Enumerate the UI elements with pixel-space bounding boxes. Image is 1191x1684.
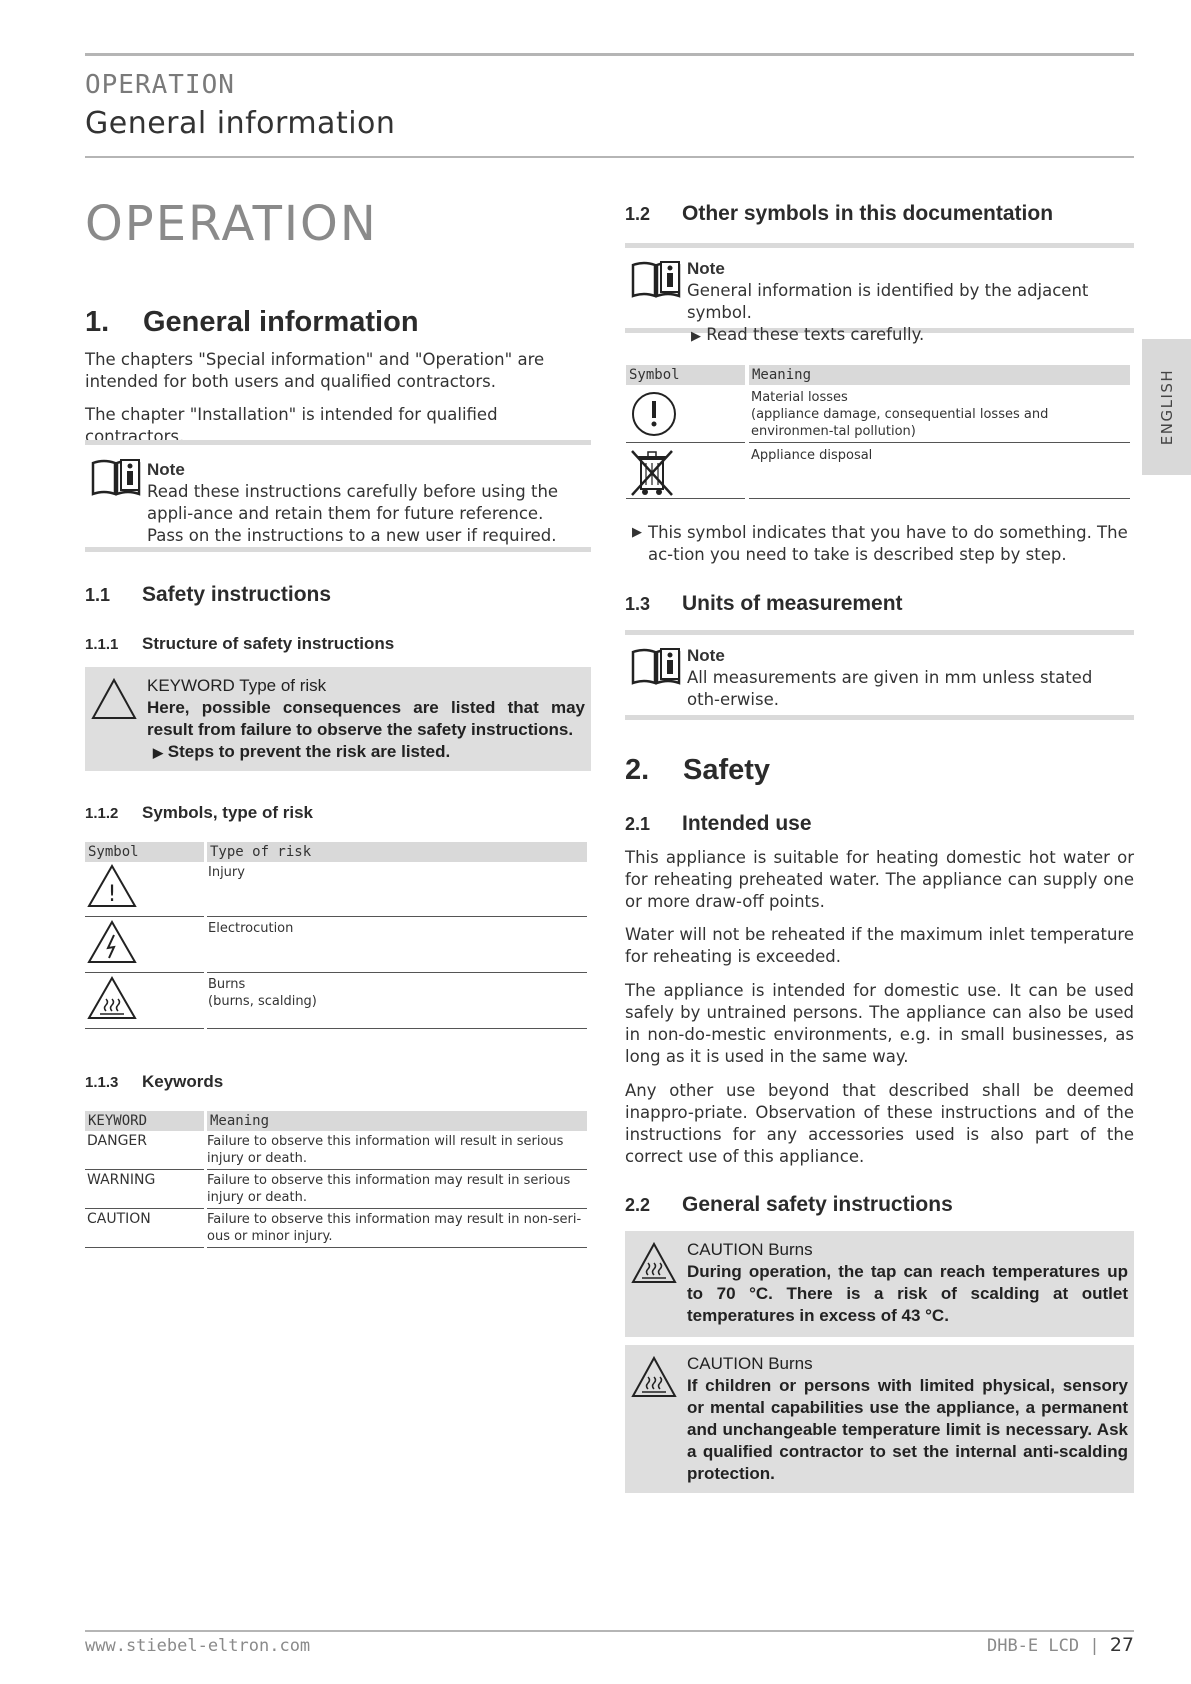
table-divider bbox=[85, 1169, 204, 1170]
warn-text: Here, possible consequences are listed that may result from failure to observe the safety instructions. bbox=[147, 698, 585, 739]
section-2-2-heading: 2.2 General safety instructions bbox=[625, 1193, 953, 1216]
warning-icon bbox=[86, 863, 138, 909]
page-number: 27 bbox=[1109, 1634, 1134, 1656]
risk-row-2-text: Electrocution bbox=[208, 921, 294, 936]
header-bottom-rule bbox=[85, 156, 1134, 158]
footer-url[interactable]: www.stiebel-eltron.com bbox=[85, 1636, 311, 1656]
svg-text:!: ! bbox=[107, 882, 117, 907]
sym-table-header-meaning: Meaning bbox=[749, 365, 1130, 385]
note-step: ▶ Read these texts carefully. bbox=[691, 325, 925, 344]
note-box-2 bbox=[625, 243, 1134, 344]
kw-row-1-meaning: Failure to observe this information will result in serious injury or death. bbox=[207, 1134, 564, 1166]
risk-row-3-text: Burns (burns, scalding) bbox=[208, 977, 317, 1009]
table-divider bbox=[626, 442, 745, 443]
note-line-1: Read these instructions carefully before using the appli-ance and retain them for future reference. bbox=[147, 482, 559, 523]
risk-table-header-type: Type of risk bbox=[207, 842, 587, 862]
section-2-1-heading: 2.1 Intended use bbox=[625, 812, 812, 835]
caution-box-1 bbox=[625, 1231, 1134, 1337]
sym-row-1-text: Material losses (appliance damage, consequential losses and environmen-tal pollution) bbox=[751, 390, 1049, 439]
electrocution-icon bbox=[86, 919, 138, 965]
section-1-3-heading: 1.3 Units of measurement bbox=[625, 592, 903, 615]
header-section: OPERATION bbox=[85, 70, 235, 100]
header-top-rule bbox=[85, 53, 1134, 56]
kw-table-header-keyword: KEYWORD bbox=[85, 1111, 204, 1131]
section-1-heading: 1. General information bbox=[85, 306, 419, 338]
language-tab: ENGLISH bbox=[1142, 339, 1191, 475]
action-symbol-paragraph: ▶ This symbol indicates that you have to do something. The ac-tion you need to take is described step by step. bbox=[632, 523, 1128, 564]
table-divider bbox=[207, 1028, 587, 1029]
burns-icon bbox=[631, 1241, 677, 1285]
note-box-3 bbox=[625, 630, 1134, 720]
sym-table-header-symbol: Symbol bbox=[626, 365, 745, 385]
caution-keyword: CAUTION Burns bbox=[687, 1354, 813, 1373]
disposal-icon bbox=[628, 447, 676, 497]
intended-use-paragraph-4: Any other use beyond that described shall be deemed inappro-priate. Observation of these instructions and of the instructions for any accessories used is also part of the correct use of this appliance. bbox=[625, 1081, 1134, 1166]
note-box-1 bbox=[85, 440, 591, 552]
table-divider bbox=[207, 1208, 587, 1209]
sym-row-2-text: Appliance disposal bbox=[751, 448, 873, 463]
risk-table-header-symbol: Symbol bbox=[85, 842, 204, 862]
risk-row-1-text: Injury bbox=[208, 865, 245, 880]
table-divider bbox=[749, 442, 1130, 443]
burns-icon bbox=[86, 975, 138, 1021]
warn-step: ▶ Steps to prevent the risk are listed. bbox=[153, 742, 451, 761]
section-1-1-1-heading: 1.1.1 Structure of safety instructions bbox=[85, 634, 395, 653]
intro-paragraph-1: The chapters "Special information" and "Operation" are intended for both users and qualified contractors. bbox=[85, 350, 545, 391]
kw-row-1-keyword: DANGER bbox=[87, 1133, 148, 1149]
info-book-icon bbox=[630, 646, 682, 686]
header-title: General information bbox=[85, 106, 396, 141]
material-losses-icon bbox=[630, 390, 678, 438]
kw-row-3-keyword: CAUTION bbox=[87, 1211, 151, 1227]
note-title: Note bbox=[147, 460, 185, 479]
table-divider bbox=[85, 1247, 204, 1248]
table-divider bbox=[207, 972, 587, 973]
section-1-1-3-heading: 1.1.3 Keywords bbox=[85, 1072, 224, 1091]
caution-keyword: CAUTION Burns bbox=[687, 1240, 813, 1259]
table-divider bbox=[207, 916, 587, 917]
intended-use-paragraph-1: This appliance is suitable for heating domestic hot water or for reheating preheated water. The appliance can supply one or more draw-off points. bbox=[625, 848, 1134, 911]
safety-structure-box bbox=[85, 667, 591, 771]
info-book-icon bbox=[90, 457, 142, 497]
section-2-heading: 2. Safety bbox=[625, 754, 771, 786]
caution-text: During operation, the tap can reach temperatures up to 70 °C. There is a risk of scalding at outlet temperatures in excess of 43 °C. bbox=[687, 1262, 1128, 1325]
caution-box-2 bbox=[625, 1345, 1134, 1493]
warn-keyword: KEYWORD Type of risk bbox=[147, 676, 327, 695]
info-book-icon bbox=[630, 259, 682, 299]
note-title: Note bbox=[687, 646, 725, 665]
table-divider bbox=[85, 916, 204, 917]
section-1-2-heading: 1.2 Other symbols in this documentation bbox=[625, 202, 1054, 225]
section-1-1-2-heading: 1.1.2 Symbols, type of risk bbox=[85, 803, 313, 822]
kw-table-header-meaning: Meaning bbox=[207, 1111, 587, 1131]
intended-use-paragraph-2: Water will not be reheated if the maximum inlet temperature for reheating is exceeded. bbox=[625, 925, 1134, 966]
footer-page-info: DHB-E LCD | 27 bbox=[986, 1634, 1134, 1656]
caution-text: If children or persons with limited physical, sensory or mental capabilities use the appliance, a permanent and unchangeable temperature limit is necessary. Ask a qualified contractor to set the internal anti-scalding protection. bbox=[687, 1376, 1128, 1483]
table-divider bbox=[207, 1247, 587, 1248]
note-line-1: All measurements are given in mm unless stated oth-erwise. bbox=[687, 668, 1093, 709]
table-divider bbox=[626, 498, 745, 499]
footer-rule bbox=[85, 1630, 1134, 1632]
table-divider bbox=[85, 1208, 204, 1209]
kw-row-3-meaning: Failure to observe this information may result in non-seri-ous or minor injury. bbox=[207, 1212, 582, 1244]
section-1-1-heading: 1.1 Safety instructions bbox=[85, 583, 332, 606]
kw-row-2-meaning: Failure to observe this information may result in serious injury or death. bbox=[207, 1173, 571, 1205]
table-divider bbox=[749, 498, 1130, 499]
table-divider bbox=[85, 1028, 204, 1029]
kw-row-2-keyword: WARNING bbox=[87, 1172, 156, 1188]
intro-paragraph-2: The chapter "Installation" is intended for qualified contractors. bbox=[85, 405, 498, 446]
page-title: OPERATION bbox=[85, 196, 378, 252]
note-title: Note bbox=[687, 259, 725, 278]
warning-icon bbox=[91, 677, 137, 721]
intended-use-paragraph-3: The appliance is intended for domestic use. It can be used safely by untrained persons. The appliance can also be used in non-do-mestic environments, e.g. in small businesses, as long as it is used in the same way. bbox=[625, 981, 1134, 1066]
table-divider bbox=[207, 1169, 587, 1170]
burns-icon bbox=[631, 1355, 677, 1399]
note-line-2: Pass on the instructions to a new user if required. bbox=[147, 526, 557, 545]
note-line-1: General information is identified by the adjacent symbol. bbox=[687, 281, 1089, 322]
table-divider bbox=[85, 972, 204, 973]
